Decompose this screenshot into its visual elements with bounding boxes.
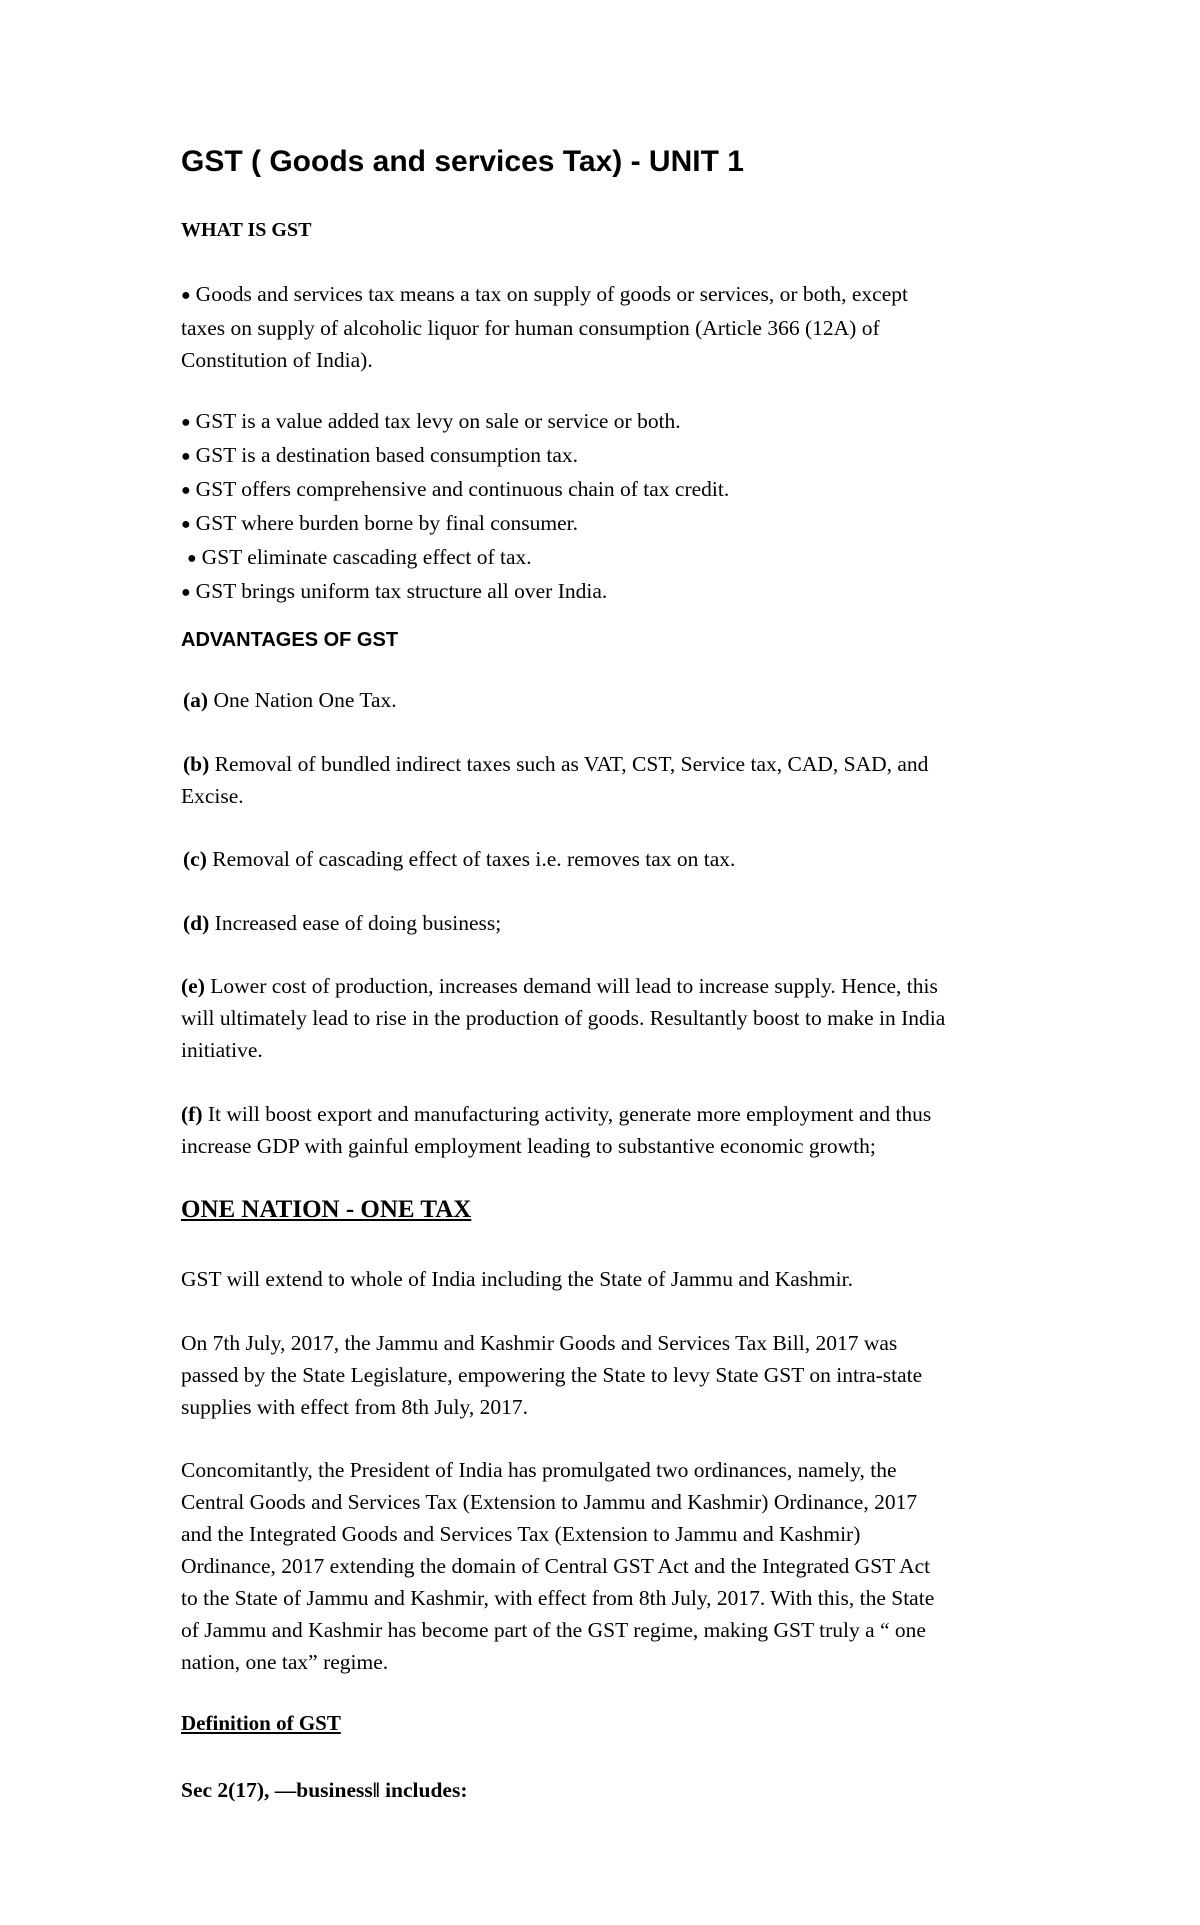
bullet-dot-icon: ● [181,414,191,431]
section-2-17-line: Sec 2(17), —business‖ includes: [181,1778,468,1802]
advantage-item-a: (a) One Nation One Tax. [183,688,397,712]
bullet-dot-icon: ● [181,448,191,465]
one-nation-paragraph-2: On 7th July, 2017, the Jammu and Kashmir Goods and Services Tax Bill, 2017 was passed by the State Legislature, empowering the State to levy State GST on intra-state supplies with effect from 8th July, 2017. [181,1331,923,1419]
intro-line: ● Goods and services tax means a tax on supply of goods or services, or both, except [181,278,1061,312]
one-nation-paragraph-1: GST will extend to whole of India including the State of Jammu and Kashmir. [181,1267,853,1291]
advantages-heading: ADVANTAGES OF GST [181,629,399,651]
bullet-dot-icon: ● [181,482,191,499]
bullet-dot-icon: ● [181,584,191,601]
what-is-gst-heading: WHAT IS GST [181,219,312,241]
document-title: GST ( Goods and services Tax) - UNIT 1 [181,145,744,178]
item-label: (b) [183,752,210,776]
item-label: (c) [183,847,207,871]
item-label: (d) [183,911,210,935]
advantage-item-f: (f) It will boost export and manufacturing activity, generate more employment and thus increase GDP with gainful employment leading to substantive economic growth; [181,1102,932,1158]
definition-heading: Definition of GST [181,1711,341,1735]
item-label: (f) [181,1102,203,1126]
list-item: ● GST offers comprehensive and continuous chain of tax credit. [181,473,1061,507]
advantage-item-c: (c) Removal of cascading effect of taxes i.e. removes tax on tax. [183,847,736,871]
item-label: (a) [183,688,209,712]
list-item: ● GST eliminate cascading effect of tax. [181,541,1061,575]
gst-features-list [181,405,1061,609]
gst-intro-paragraph [181,278,1061,376]
one-nation-paragraph-3: Concomitantly, the President of India has promulgated two ordinances, namely, the Central Goods and Services Tax (Extension to Jammu and Kashmir) Ordinance, 2017 and the Integrated Goods and Services Tax (Extension to Jammu and Kashmir) Ordinance, 2017 extending the domain of Central GST Act and the Integrated GST Act to the State of Jammu and Kashmir, with effect from 8th July, 2017. With this, the State of Jammu and Kashmir has become part of the GST regime, making GST truly a “ one nation, one tax” regime. [181,1458,935,1674]
list-item: ● GST brings uniform tax structure all over India. [181,575,1061,609]
advantage-item-e: (e) Lower cost of production, increases demand will lead to increase supply. Hence, this will ultimately lead to rise in the production of goods. Resultantly boost to make in India initiative. [181,974,946,1062]
list-item: ● GST is a destination based consumption tax. [181,439,1061,473]
list-item: ● GST where burden borne by final consumer. [181,507,1061,541]
bullet-dot-icon: ● [181,287,191,304]
advantage-item-d: (d) Increased ease of doing business; [183,911,502,935]
one-nation-heading: ONE NATION - ONE TAX [181,1196,472,1223]
list-item: ● GST is a value added tax levy on sale or service or both. [181,405,1061,439]
item-label: (e) [181,974,205,998]
bullet-dot-icon: ● [187,550,197,567]
intro-line: Constitution of India). [181,348,373,372]
advantage-item-b: (b) Removal of bundled indirect taxes such as VAT, CST, Service tax, CAD, SAD, and Excise. [181,752,929,808]
bullet-dot-icon: ● [181,516,191,533]
intro-line: taxes on supply of alcoholic liquor for human consumption (Article 366 (12A) of [181,316,880,340]
